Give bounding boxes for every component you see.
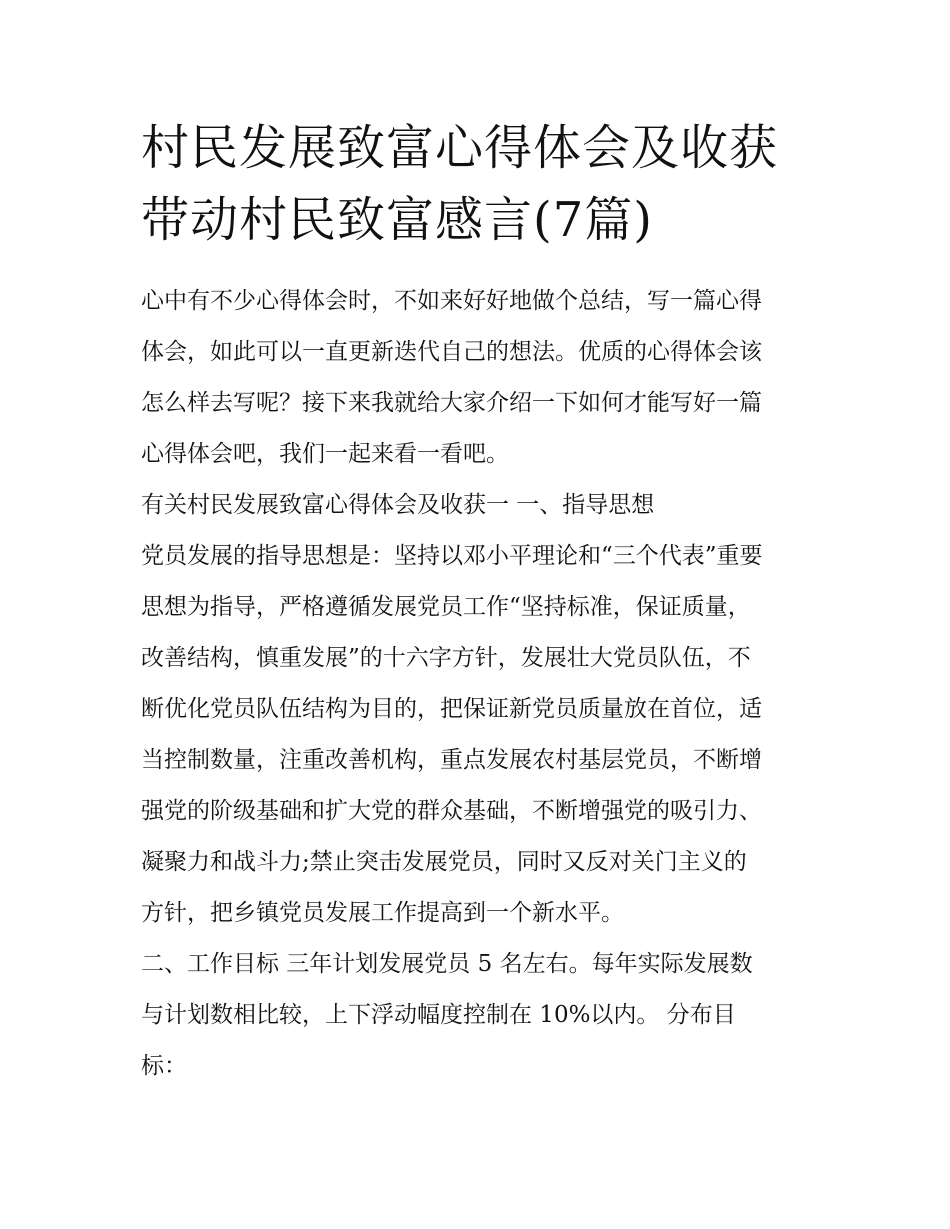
text-line: 断优化党员队伍结构为目的，把保证新党员质量放在首位，适 <box>141 696 762 722</box>
section-heading <box>141 480 831 531</box>
text-line: 改善结构，慎重发展”的十六字方针，发展壮大党员队伍，不 <box>141 645 751 671</box>
title-line: 村民发展致富心得体会及收获 <box>141 120 779 176</box>
text-line: 有关村民发展致富心得体会及收获一 一、指导思想 <box>141 492 655 518</box>
document-body <box>141 276 831 1092</box>
text-line: 当控制数量，注重改善机构，重点发展农村基层党员，不断增 <box>141 747 762 773</box>
text-line: 与计划数相比较，上下浮动幅度控制在 10%以内。 分布目 <box>141 1002 736 1028</box>
title-line: 带动村民致富感言(7篇) <box>141 192 653 248</box>
text-line: 思想为指导，严格遵循发展党员工作“坚持标准，保证质量， <box>141 594 751 620</box>
document-title <box>141 112 841 256</box>
text-line: 凝聚力和战斗力;禁止突击发展党员，同时又反对关门主义的 <box>141 849 747 875</box>
text-line: 标： <box>141 1053 187 1079</box>
text-line: 体会，如此可以一直更新迭代自己的想法。优质的心得体会该 <box>141 339 762 365</box>
text-line: 强党的阶级基础和扩大党的群众基础，不断增强党的吸引力、 <box>141 798 762 824</box>
text-line: 方针，把乡镇党员发展工作提高到一个新水平。 <box>141 900 624 926</box>
text-line: 心得体会吧，我们一起来看一看吧。 <box>141 441 509 467</box>
text-line: 党员发展的指导思想是：坚持以邓小平理论和“三个代表”重要 <box>141 543 763 569</box>
intro-paragraph <box>141 276 831 480</box>
text-line: 怎么样去写呢？接下来我就给大家介绍一下如何才能写好一篇 <box>141 390 762 416</box>
text-line: 心中有不少心得体会时，不如来好好地做个总结，写一篇心得 <box>141 288 762 314</box>
text-line: 二、工作目标 三年计划发展党员 5 名左右。每年实际发展数 <box>141 951 753 977</box>
work-goal-paragraph <box>141 939 831 1092</box>
guiding-thought-paragraph <box>141 531 831 939</box>
